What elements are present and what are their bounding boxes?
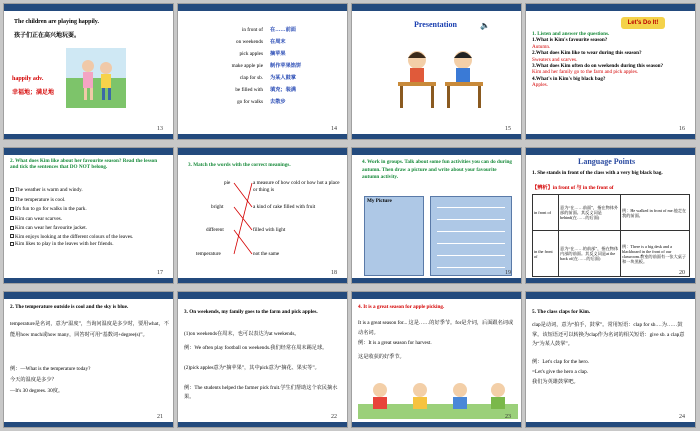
slide-bottom-bar (4, 278, 173, 283)
kids-playing-image (66, 48, 126, 108)
slide-21[interactable] (3, 291, 174, 428)
slide-number: 21 (157, 414, 163, 420)
slide-text: happily adv. (12, 76, 44, 82)
phrase-list: in front of on weekends pick apples make apple pie clap for sb. be filled with go for walks (231, 27, 263, 105)
slide-text: The children are playing happily. (14, 19, 99, 25)
slide-title: Presentation (414, 20, 457, 29)
slide-text: —It's 30 degrees. 30度。 (10, 388, 64, 394)
slide-number: 16 (679, 126, 685, 132)
slide-19[interactable] (351, 147, 522, 284)
task-instruction: 3. Match the words with the correct meanings. (188, 162, 291, 168)
slide-number: 14 (331, 126, 337, 132)
slide-top-bar (4, 292, 173, 299)
slide-text: It is a great season for... 这是……的好季节。for是介词，后面跟名词或动名词。 (358, 320, 514, 336)
slide-top-bar (4, 4, 173, 11)
slide-top-bar (526, 4, 695, 11)
slide-top-bar (526, 292, 695, 299)
slide-text: 孩子们正在高兴地玩耍。 (14, 33, 81, 39)
slide-13[interactable] (3, 3, 174, 140)
slide-top-bar (352, 292, 521, 299)
meaning-2: a kind of cake filled with fruit (253, 204, 316, 210)
slide-17[interactable] (3, 147, 174, 284)
slide-text: 例：The students helped the farmer pick fruit.学生们帮助这个农民摘水果。 (184, 385, 338, 400)
slide-bottom-bar (4, 422, 173, 427)
slide-text: 我们为英雄鼓掌吧。 (532, 379, 579, 385)
checkbox[interactable] (10, 216, 14, 220)
word-different: different (206, 227, 224, 233)
meaning-list: 在……前面 在周末 摘苹果 制作苹果馅饼 为某人鼓掌 填充；装满 去散步 (270, 27, 302, 105)
slide-bottom-bar (526, 278, 695, 283)
picture-box-label: My Picture (367, 198, 392, 204)
slide-14[interactable] (177, 3, 348, 140)
slide-24[interactable] (525, 291, 696, 428)
slide-bottom-bar (352, 278, 521, 283)
slide-text: (2)pick apples意为“摘苹果”，其中pick意为“摘花、果实等”。 (184, 365, 320, 371)
kids-cartoon-image (358, 374, 518, 419)
slide-bottom-bar (4, 134, 173, 139)
word-pie: pie (224, 180, 231, 186)
lets-do-it-badge: Let's Do It! (621, 17, 665, 29)
word-temperature: temperature (196, 251, 221, 257)
slide-bottom-bar (352, 422, 521, 427)
meaning-1: a measure of how cold or how hot a place or thing is (253, 180, 340, 193)
slide-text: 今天的温度是多少？ (10, 377, 57, 383)
slide-bottom-bar (526, 422, 695, 427)
meaning-3: filled with light (253, 227, 286, 233)
sentence-list: The weather is warm and windy. The temperature is cool. It's fun to go for walks in the park. Kim can wear scarves. Kim can wear her favourite jacket. Kim enjoys looking at the different colours of the leaves. Kim likes to play in the leaves with her friends. (10, 186, 170, 249)
slide-top-bar (352, 148, 521, 155)
slide-text: clap是动词，意为“拍手，鼓掌”。常用短语：clap for sb.…为……鼓掌。该短语还可以转换为clap作为名词的相关短语：give sb. a clap意为“为某人鼓掌”。 (532, 322, 685, 347)
slide-bottom-bar (178, 134, 347, 139)
slide-text: 【辨析】in front of 与 in the front of (532, 185, 614, 191)
checkbox[interactable] (10, 226, 14, 230)
slide-23[interactable] (351, 291, 522, 428)
slide-bottom-bar (178, 278, 347, 283)
slide-bottom-bar (352, 134, 521, 139)
slide-bottom-bar (526, 134, 695, 139)
slide-top-bar (178, 292, 347, 299)
checkbox[interactable] (10, 242, 14, 246)
slide-top-bar (4, 148, 173, 155)
slide-text: 例：It is a great season for harvest. (358, 340, 432, 346)
slide-text: 3. On weekends, my family goes to the farm and pick apples. (184, 309, 318, 315)
slide-text: 5. The class claps for Kim. (532, 309, 591, 315)
slide-title: Language Points (578, 157, 636, 166)
match-lines (178, 148, 348, 284)
slide-18[interactable] (177, 147, 348, 284)
slide-text: =Let's give the hero a clap. (532, 369, 589, 375)
slide-number: 18 (331, 270, 337, 276)
checkbox[interactable] (10, 188, 14, 192)
word-bright: bright (211, 204, 224, 210)
slide-text: 幸福地；满足地 (12, 90, 55, 96)
qa-text: 1. Listen and answer the questions. 1.What is Kim's favourite season? Autumn. 2.What does Kim like to wear during this season? Sweaters and scarves. 3.What does Kim often do on weekends during this season? Kim and her family go to the farm and pick apples. 4.What's in Kim's big black bag? Apples. (532, 31, 664, 89)
slide-number: 15 (505, 126, 511, 132)
comparison-table: in front of 意为“在……前面”，指在物体外部的前面。其反义词是behind(在……的后面) 例：He walked in front of me.他走在我的前面。 in the front of 意为“在……的前部”，指在物体内部的前面。其反义词是at the back of(在……的后面) 例：There is a big desk and a blackboard in the front of our classroom.教室的前面有一张大桌子和一块黑板。 (532, 194, 690, 277)
speaker-icon[interactable]: 🔈 (480, 21, 490, 30)
slide-top-bar (352, 4, 521, 11)
task-instruction: 2. What does Kim like about her favourite season? Read the lesson and tick the sentences that DO NOT belong. (10, 158, 158, 171)
checkbox[interactable] (10, 207, 14, 211)
slide-text: temperature是名词，意为“温度”，当询问温度是多少时，要用what，不能用how much或how many，回答时可用“基数词+degree(s)”。 (10, 321, 169, 338)
slide-number: 20 (679, 270, 685, 276)
slide-bottom-bar (178, 422, 347, 427)
slide-text: 例：Let's clap for the hero. (532, 359, 589, 365)
slide-text: 这是收获的好季节。 (358, 354, 405, 360)
checkbox[interactable] (10, 234, 14, 238)
slide-number: 24 (679, 414, 685, 420)
slide-text: 例：We often play football on weekends.我们经常在周末踢足球。 (184, 345, 328, 351)
slide-number: 23 (505, 414, 511, 420)
slide-text: 1. She stands in front of the class with a very big black bag. (532, 170, 663, 176)
task-instruction: 4. Work in groups. Talk about some fun activities you can do during autumn. Then draw a picture and write about your favourite autumn activity. (362, 159, 512, 180)
slide-text: 2. The temperature outside is cool and the sky is blue. (10, 304, 129, 310)
slide-text: 例：—What is the temperature today? (10, 366, 91, 372)
slide-16[interactable] (525, 3, 696, 140)
slide-top-bar (178, 4, 347, 11)
checkbox[interactable] (10, 197, 14, 201)
classroom-image (390, 42, 490, 117)
slide-top-bar (526, 148, 695, 155)
slide-number: 13 (157, 126, 163, 132)
picture-box[interactable] (364, 196, 424, 276)
slide-20[interactable] (525, 147, 696, 284)
meaning-4: not the same (253, 251, 280, 257)
slide-text: (1)on weekends在周末，也可以表达为at weekends。 (184, 331, 300, 337)
slide-number: 22 (331, 414, 337, 420)
writing-area[interactable] (430, 196, 512, 276)
slide-15[interactable] (351, 3, 522, 140)
slide-22[interactable] (177, 291, 348, 428)
slide-number: 19 (505, 270, 511, 276)
slide-text: 4. It is a great season for apple picking. (358, 304, 445, 310)
slide-number: 17 (157, 270, 163, 276)
